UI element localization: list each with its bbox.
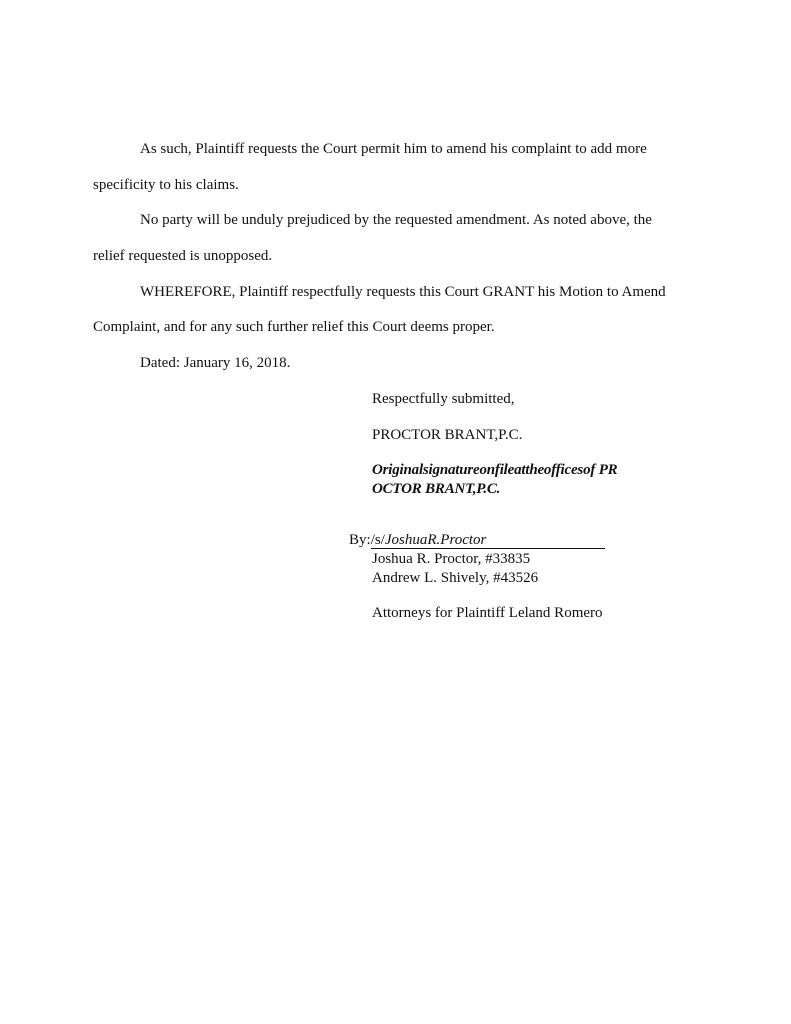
attorney-1: Joshua R. Proctor, #33835 (372, 551, 531, 567)
signature-underline (371, 532, 605, 549)
paragraph-1-line-1: As such, Plaintiff requests the Court permit him to amend his complaint to add more (140, 141, 647, 157)
attorney-2: Andrew L. Shively, #43526 (372, 570, 539, 586)
original-signature-note-line-1: Originalsignatureonfileattheofficesof PR (372, 462, 618, 478)
paragraph-3-line-1: WHEREFORE, Plaintiff respectfully requests this Court GRANT his Motion to Amend (140, 284, 666, 300)
paragraph-2-line-2: relief requested is unopposed. (93, 248, 273, 264)
paragraph-3-line-2: Complaint, and for any such further relief this Court deems proper. (93, 319, 495, 335)
dated-line: Dated: January 16, 2018. (140, 355, 291, 371)
original-signature-note-line-2: OCTOR BRANT,P.C. (372, 481, 501, 497)
attorneys-for: Attorneys for Plaintiff Leland Romero (372, 605, 603, 621)
paragraph-2-line-1: No party will be unduly prejudiced by the requested amendment. As noted above, the (140, 212, 652, 228)
signature-prefix: /s/ (370, 532, 385, 548)
signature-line (349, 531, 605, 549)
closing-text: Respectfully submitted, (372, 391, 515, 407)
by-label: By: (349, 532, 371, 548)
signature-name: JoshuaR.Proctor (384, 532, 487, 548)
paragraph-1-line-2: specificity to his claims. (93, 177, 239, 193)
firm-name: PROCTOR BRANT,P.C. (372, 427, 523, 443)
